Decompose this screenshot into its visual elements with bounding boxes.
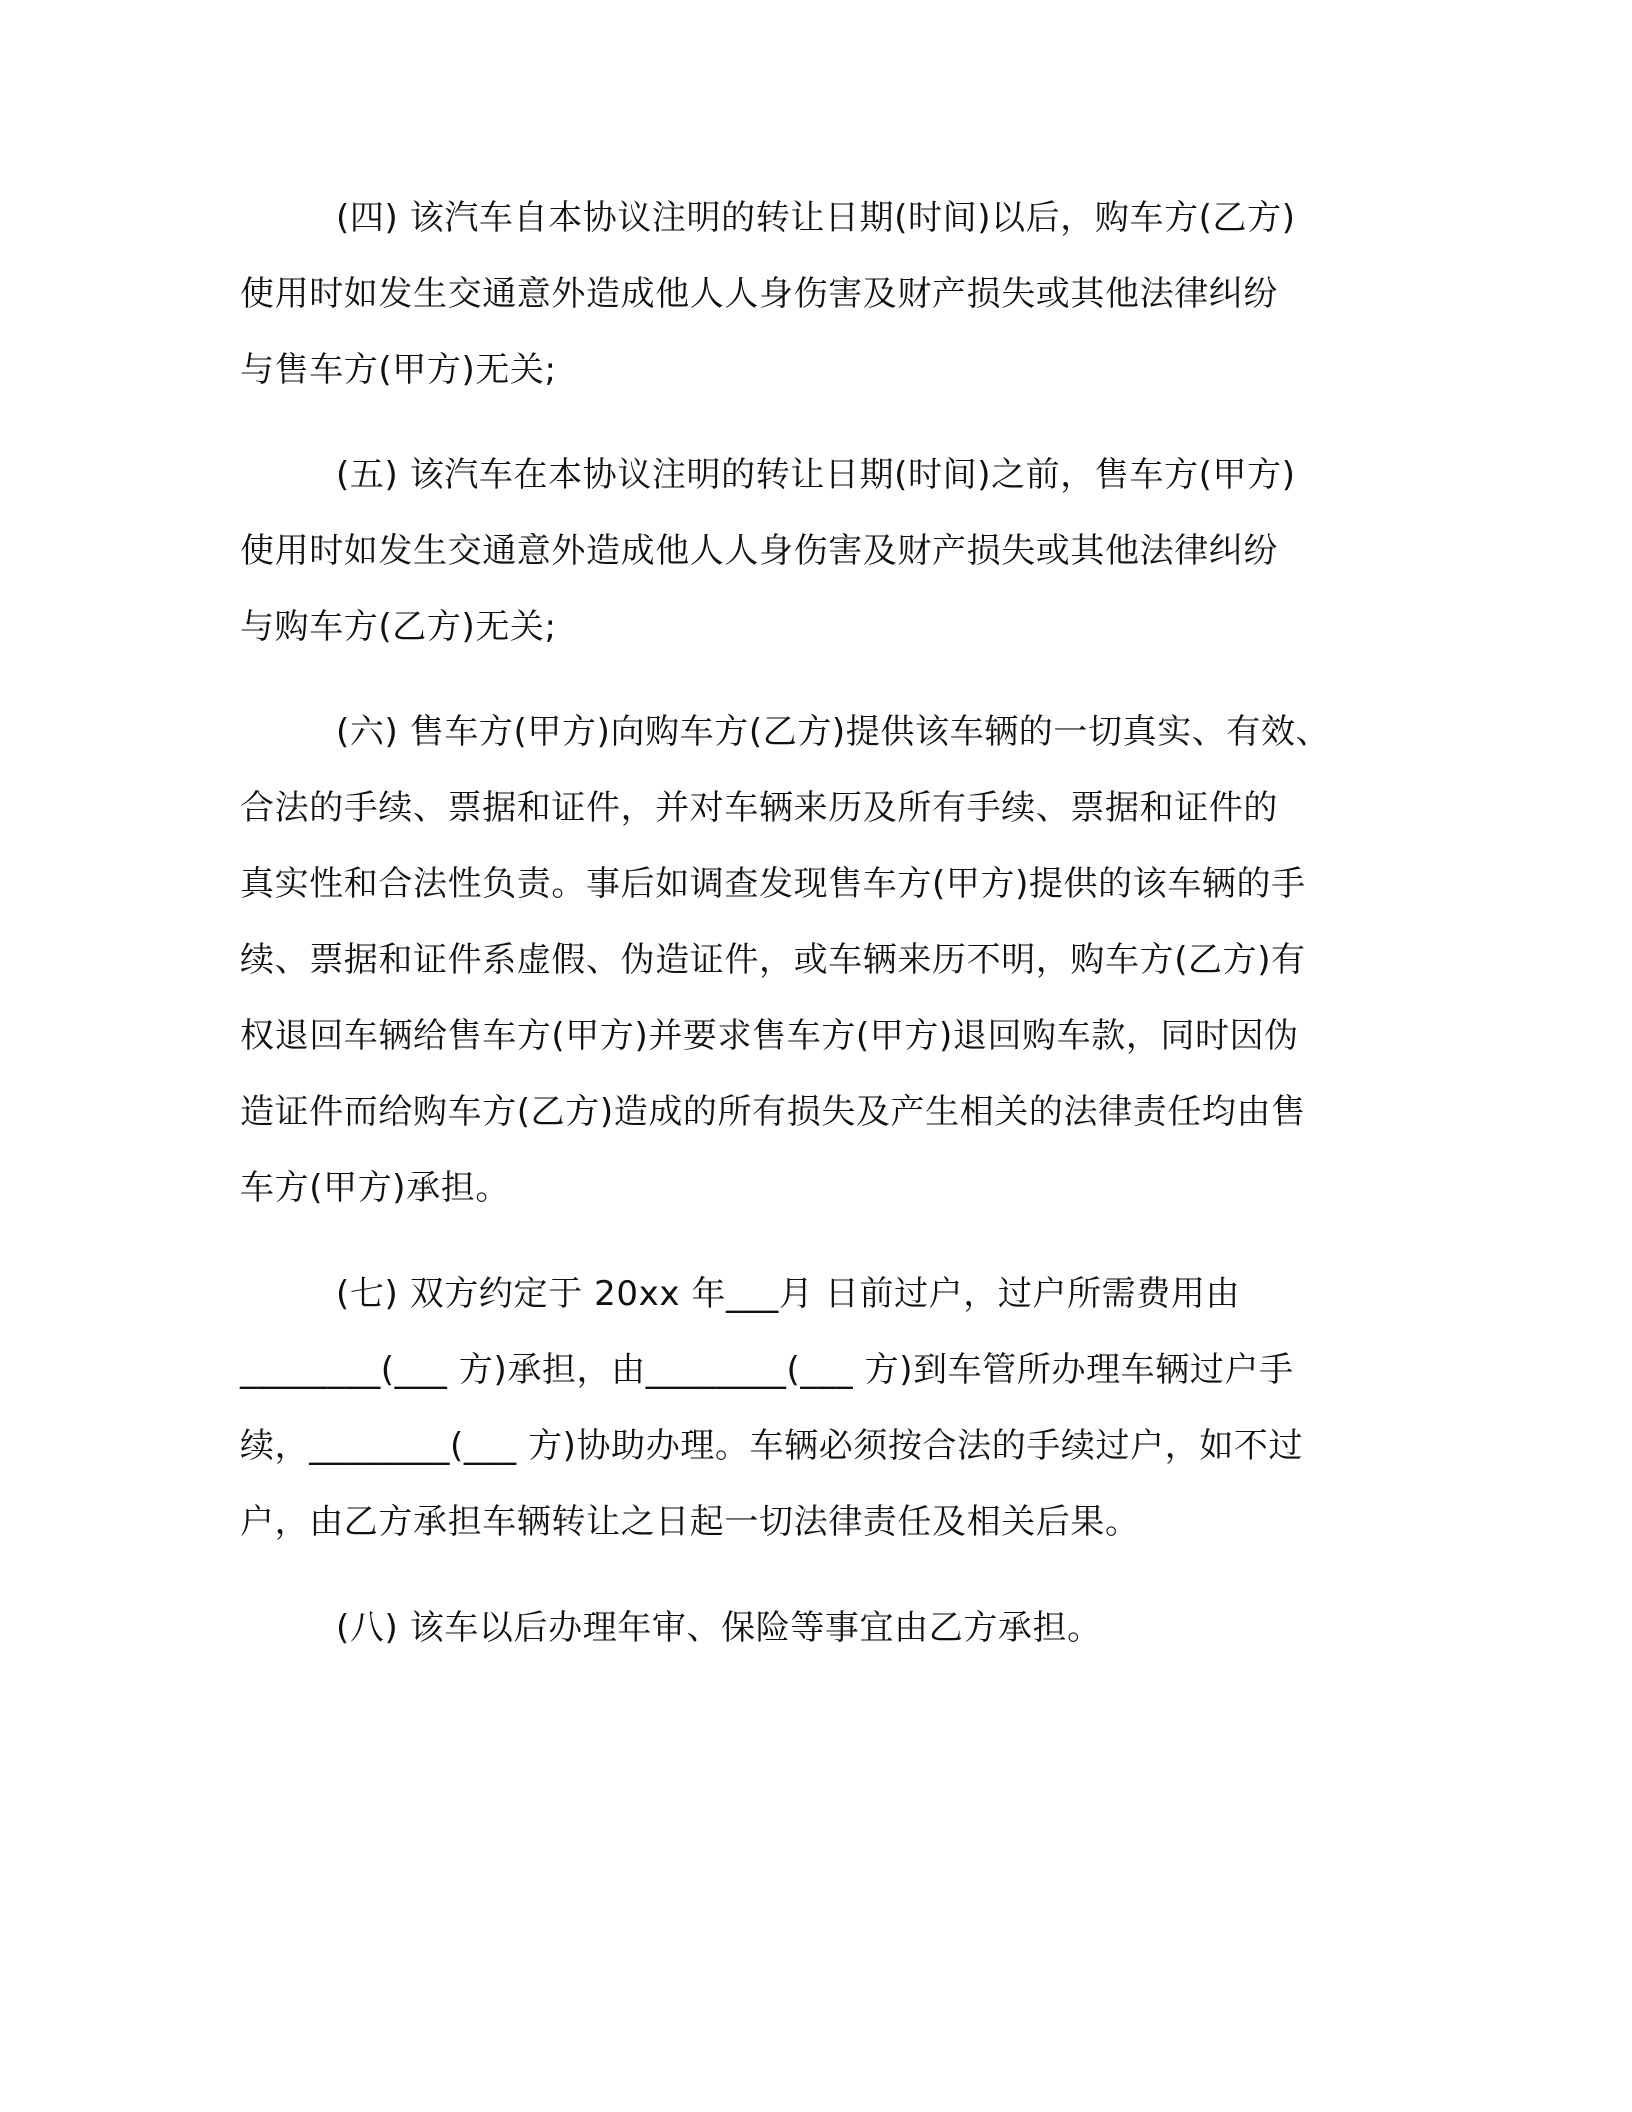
clause-line: ________(___ 方)承担，由________(___ 方)到车管所办理车辆过户手 [240, 1350, 1294, 1390]
clause-5 [240, 437, 1380, 665]
clause-line: 造证件而给购车方(乙方)造成的所有损失及产生相关的法律责任均由售 [240, 1092, 1306, 1132]
clause-line: (六) 售车方(甲方)向购车方(乙方)提供该车辆的一切真实、有效、 [336, 712, 1331, 752]
clause-line: (七) 双方约定于 20xx 年___月 日前过户，过户所需费用由 [336, 1274, 1241, 1314]
clause-line: 车方(甲方)承担。 [240, 1168, 510, 1208]
clause-6 [240, 694, 1380, 1226]
clause-line: (八) 该车以后办理年审、保险等事宜由乙方承担。 [336, 1608, 1102, 1648]
clause-line: 合法的手续、票据和证件，并对车辆来历及所有手续、票据和证件的 [240, 788, 1278, 828]
clause-4 [240, 180, 1380, 408]
clause-line: 使用时如发生交通意外造成他人人身伤害及财产损失或其他法律纠纷 [240, 274, 1278, 314]
clause-line: 与购车方(乙方)无关; [240, 607, 557, 647]
clause-line: (五) 该汽车在本协议注明的转让日期(时间)之前，售车方(甲方) [336, 455, 1296, 495]
clause-line: 真实性和合法性负责。事后如调查发现售车方(甲方)提供的该车辆的手 [240, 864, 1306, 904]
clause-line: 权退回车辆给售车方(甲方)并要求售车方(甲方)退回购车款，同时因伪 [240, 1016, 1299, 1056]
clause-line: 与售车方(甲方)无关; [240, 350, 557, 390]
clause-line: 续，________(___ 方)协助办理。车辆必须按合法的手续过户，如不过 [240, 1426, 1304, 1466]
clause-line: 户，由乙方承担车辆转让之日起一切法律责任及相关后果。 [240, 1502, 1140, 1542]
clause-line: 续、票据和证件系虚假、伪造证件，或车辆来历不明，购车方(乙方)有 [240, 940, 1306, 980]
clause-line: (四) 该汽车自本协议注明的转让日期(时间)以后，购车方(乙方) [336, 198, 1296, 238]
clause-line: 使用时如发生交通意外造成他人人身伤害及财产损失或其他法律纠纷 [240, 531, 1278, 571]
clause-8 [240, 1590, 1380, 1666]
clause-7 [240, 1256, 1380, 1560]
